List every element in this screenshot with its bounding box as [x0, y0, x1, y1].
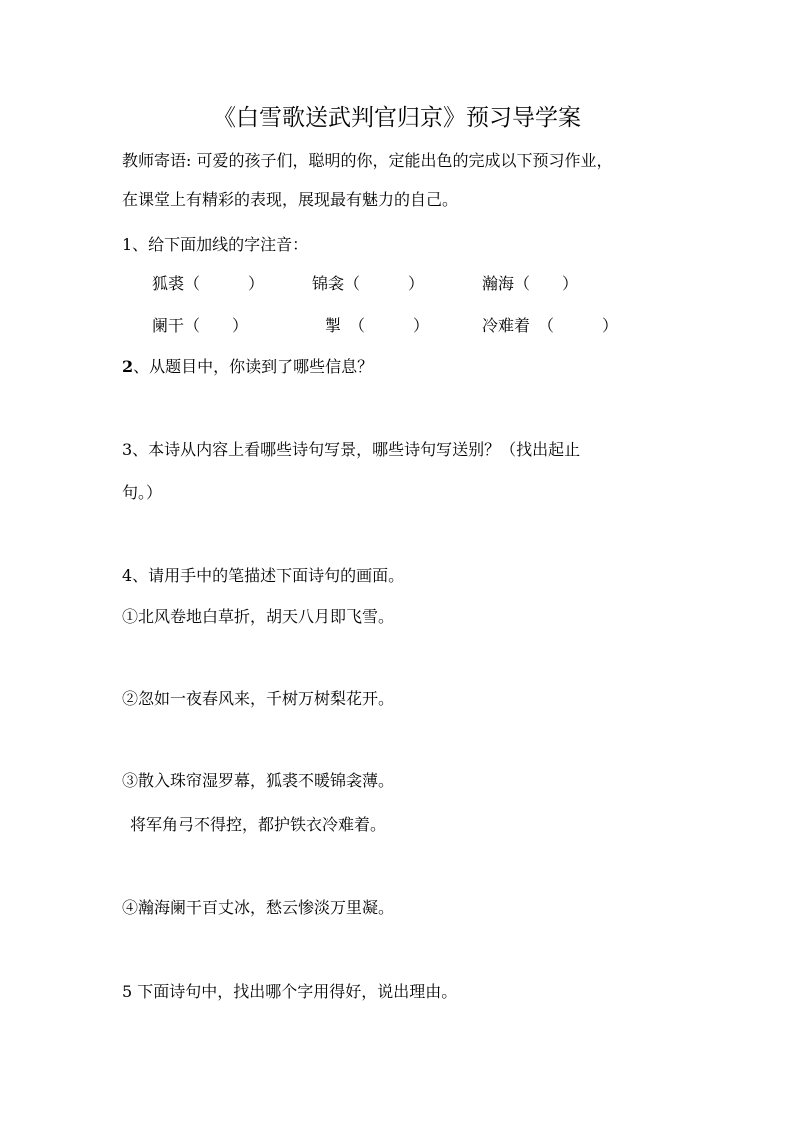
pinyin-row-1	[0, 274, 794, 296]
poem-line-3b: 将军角弓不得控，都护铁衣冷难着。	[130, 815, 387, 834]
pinyin-item: 瀚海（ ）	[482, 274, 579, 293]
page-title: 《白雪歌送武判官归京》预习导学案	[213, 105, 581, 131]
poem-line-3a: ③散入珠帘湿罗幕，狐裘不暖锦衾薄。	[122, 771, 395, 790]
question-1-heading: 1、给下面加线的字注音：	[122, 235, 309, 254]
pinyin-item: 掣 （ ）	[325, 316, 430, 335]
pinyin-row-2	[0, 316, 794, 338]
question-4-heading: 4、请用手中的笔描述下面诗句的画面。	[122, 566, 405, 585]
question-2-text: 、从题目中，你读到了哪些信息？	[133, 357, 374, 376]
poem-line-2: ②忽如一夜春风来，千树万树梨花开。	[122, 689, 395, 708]
intro-line-1: 教师寄语: 可爱的孩子们，聪明的你，定能出色的完成以下预习作业，	[122, 151, 613, 170]
poem-line-4: ④瀚海阑干百丈冰，愁云惨淡万里凝。	[122, 898, 395, 917]
pinyin-item: 阑干（ ）	[152, 316, 249, 335]
intro-line-2: 在课堂上有精彩的表现，展现最有魅力的自己。	[122, 190, 459, 209]
pinyin-item: 冷难着 （ ）	[482, 316, 619, 335]
question-3-line-2: 句。）	[122, 483, 163, 502]
question-2-number: 2	[122, 357, 134, 376]
pinyin-item: 狐裘（ ）	[152, 274, 265, 293]
question-3-line-1: 3、本诗从内容上看哪些诗句写景，哪些诗句写送别？（找出起止	[122, 440, 581, 459]
question-5-heading: 5 下面诗句中，找出哪个字用得好，说出理由。	[122, 982, 458, 1001]
question-2-heading	[122, 357, 373, 377]
pinyin-item: 锦衾（ ）	[312, 274, 425, 293]
poem-line-1: ①北风卷地白草折，胡天八月即飞雪。	[122, 607, 395, 626]
